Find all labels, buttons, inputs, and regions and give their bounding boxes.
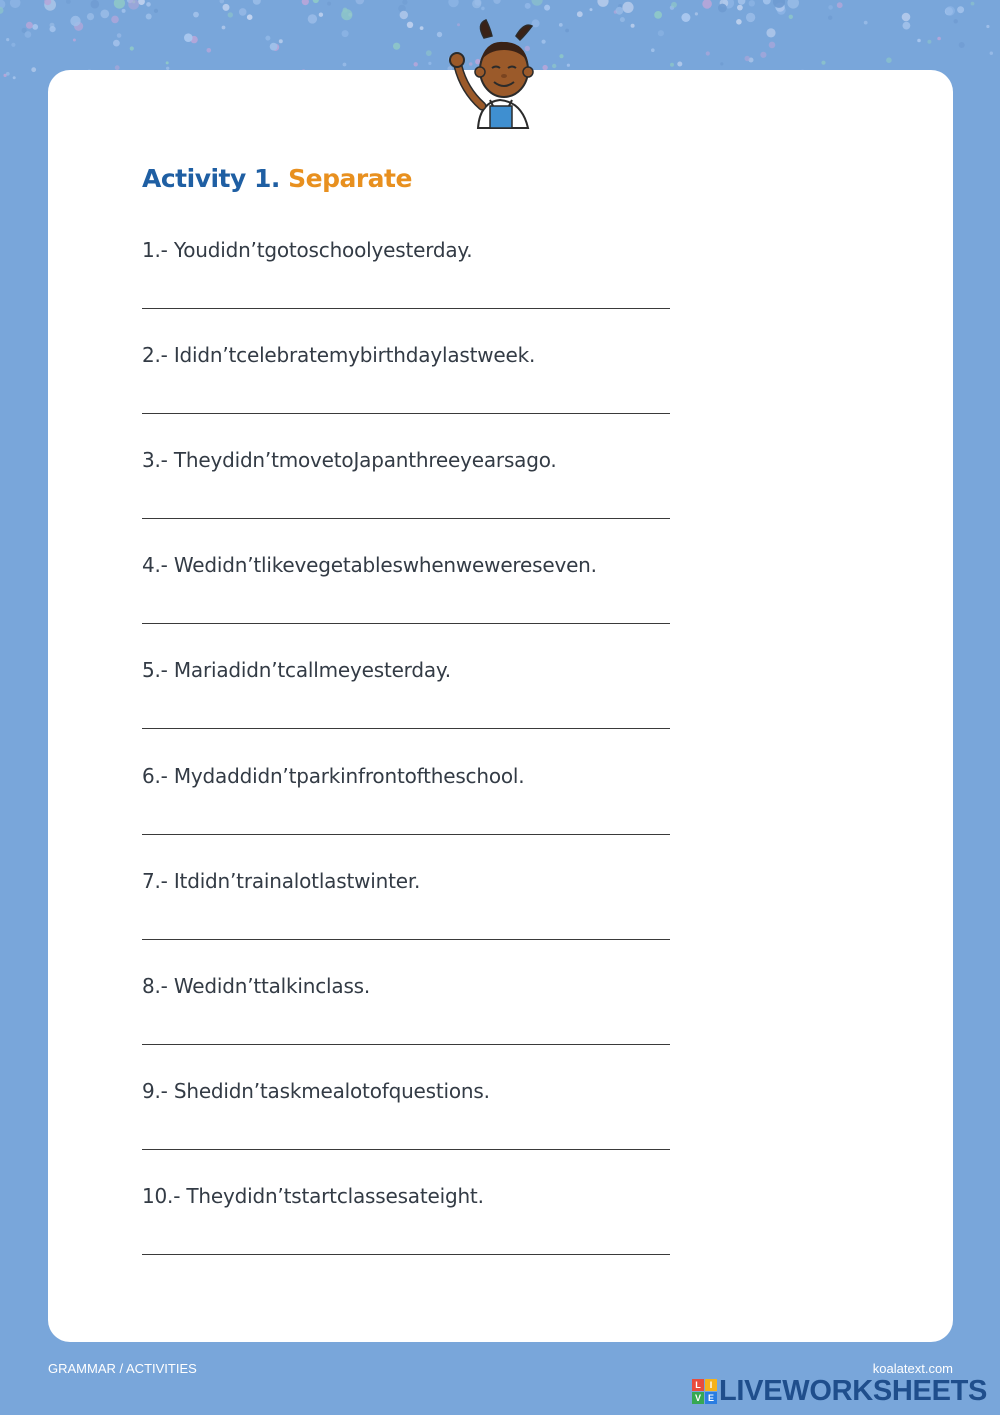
exercise-item [142,551,682,579]
answer-line[interactable] [142,623,670,624]
footer-category: GRAMMAR / ACTIVITIES [48,1361,197,1376]
answer-line[interactable] [142,308,670,309]
answer-line[interactable] [142,1254,670,1255]
exercise-item [142,446,682,474]
exercise-sentence: 2.- Ididn’tcelebratemybirthdaylastweek. [142,343,536,368]
exercise-item [142,762,682,790]
answer-line[interactable] [142,1044,670,1045]
exercise-item [142,1077,682,1105]
exercise-sentence: 7.- Itdidn’trainalotlastwinter. [142,868,421,893]
activity-number: Activity 1. [142,164,280,193]
exercise-item [142,236,682,264]
answer-line[interactable] [142,728,670,729]
exercise-sentence: 1.- Youdidn’tgotoschoolyesterday. [142,238,473,262]
exercise-sentence: 6.- Mydaddidn’tparkinfrontoftheschool. [142,763,525,788]
activity-instruction: Separate [288,164,412,193]
exercise-sentence: 10.- Theydidn’tstartclassesateight. [142,1183,484,1208]
waving-child-mascot-icon [440,10,560,130]
answer-line[interactable] [142,939,670,940]
answer-line[interactable] [142,518,670,519]
exercise-item [142,341,682,369]
exercise-sentence: 5.- Mariadidn’tcallmeyesterday. [142,658,451,683]
exercise-item [142,867,682,895]
exercise-sentence: 4.- Wedidn’tlikevegetableswhenwewereseven. [142,553,597,578]
exercise-item [142,1182,682,1210]
answer-line[interactable] [142,413,670,414]
footer-source-link[interactable]: koalatext.com [872,1361,953,1376]
exercise-item [142,656,682,684]
brand-name: LIVEWORKSHEETS [719,1374,988,1407]
liveworksheets-logo[interactable] [692,1374,987,1408]
activity-heading [142,164,412,193]
answer-line[interactable] [142,834,670,835]
exercise-sentence: 9.- Shedidn’taskmealotofquestions. [142,1078,490,1103]
exercise-item [142,972,682,1000]
exercise-sentence: 8.- Wedidn’ttalkinclass. [142,973,371,998]
answer-line[interactable] [142,1149,670,1150]
live-badge-icon: L I V E [692,1379,717,1404]
exercise-sentence: 3.- Theydidn’tmovetoJapanthreeyearsago. [142,448,557,473]
